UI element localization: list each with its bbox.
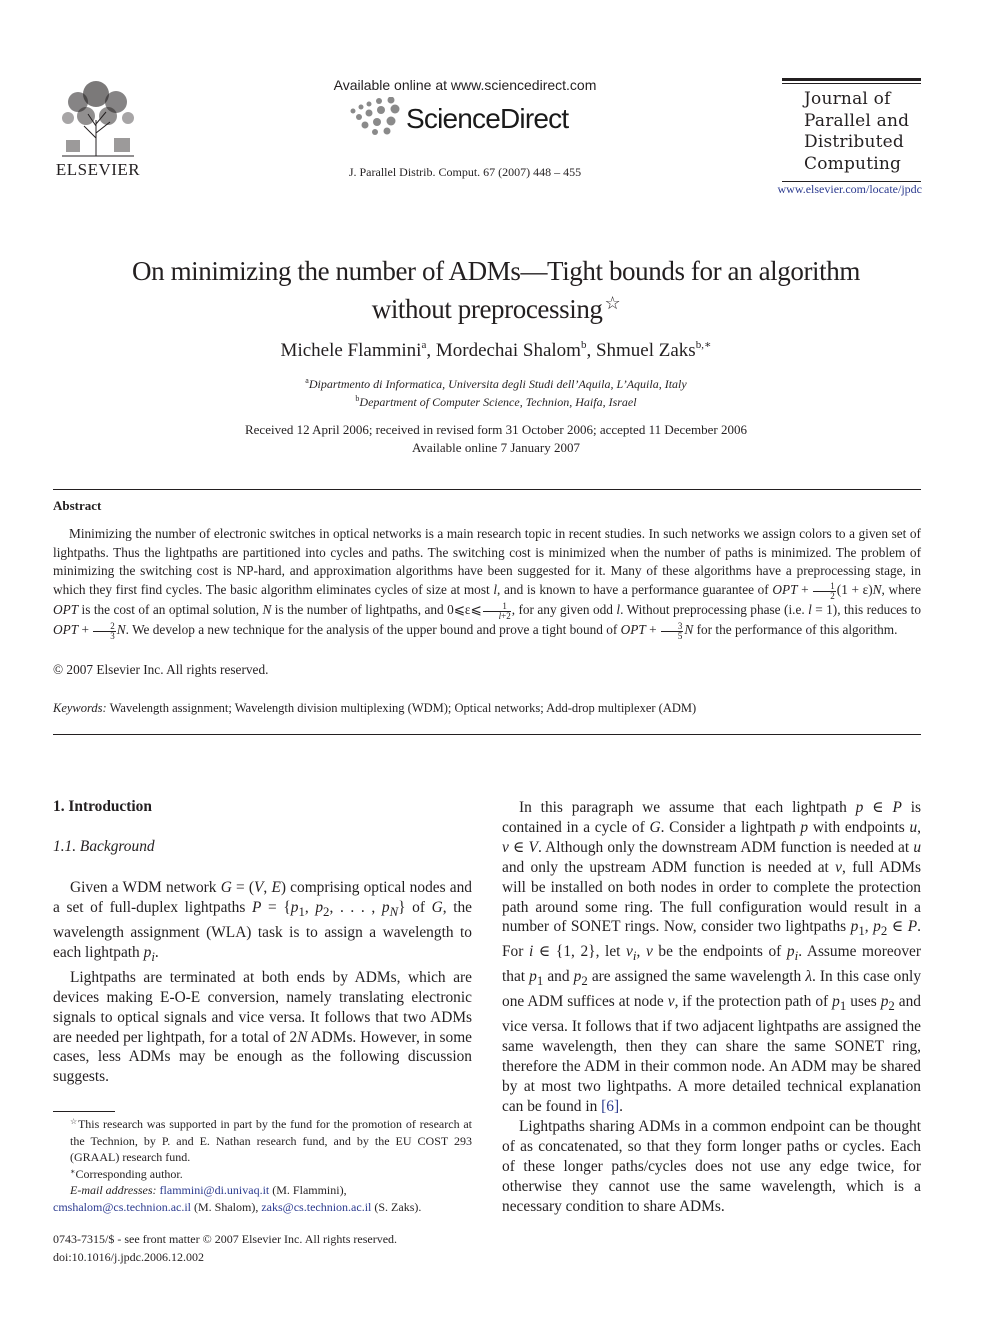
email-link[interactable]: zaks@cs.technion.ac.il bbox=[261, 1199, 372, 1214]
abstract-paragraph: Minimizing the number of electronic switches in optical networks is a main research topic in recent studies. In such networks we assign colors to a given set of lightpaths. Thus the lightpaths are partitioned into cycles and paths. The switching cost is minimized when the number of paths is minimized. The problem of minimizing the switching cost is NP-hard, and approximation algorithms have been suggested for it. Many of these algorithms have a preprocessing stage, in which they first find cycles. The basic algorithm eliminates cycles of size at most l, and is known to have a performance guarantee of OPT + $\frac{1}{2}$ (1 + ε)N, where OPT is the cost of an optimal solution, N is the number of lightpaths, and 0⩽ε⩽ $\frac{1}{l+2}$ , for any given odd l. Without preprocessing phase (i.e. l = 1), this reduces to OPT + $\frac{2}{3}$ N. We develop a new technique for the analysis of the upper bound and prove a tight bound of OPT + $\frac{3}{5}$ N for the performance of this algorithm. bbox=[53, 526, 921, 641]
keywords bbox=[53, 701, 921, 716]
left-column bbox=[53, 878, 472, 1087]
subsection-heading: 1.1. Background bbox=[53, 838, 155, 855]
doi-line: doi:10.1016/j.jpdc.2006.12.002 bbox=[53, 1249, 204, 1264]
email-label: E-mail addresses: bbox=[70, 1183, 157, 1198]
author-name: Michele Flammini bbox=[280, 340, 422, 361]
article-title bbox=[60, 255, 932, 325]
journal-title-box bbox=[782, 78, 921, 182]
funding-footnote: ☆This research was supported in part by the fund for the promotion of research at the Technion, by P. and E. Nathan research fund, and by the EU COST 293 (GRAAL) research fund. bbox=[70, 1117, 472, 1165]
affiliation-text: Department of Computer Science, Technion, Haifa, Israel bbox=[359, 394, 637, 409]
body-paragraph: Lightpaths sharing ADMs in a common endpoint can be thought of as concatenated, so that they form longer paths or cycles. Each of these longer paths/cycles does not use any edge twice, for otherwise they cannot use the same wavelength, which is a necessary condition to share ADMs. bbox=[502, 1117, 921, 1215]
journal-name-line: Journal of bbox=[804, 89, 891, 109]
footnote-star-mark: ☆ bbox=[70, 1117, 78, 1126]
journal-name-line: Computing bbox=[804, 153, 902, 174]
available-online-text: Available online at www.sciencedirect.com bbox=[333, 77, 597, 93]
elsevier-wordmark: ELSEVIER bbox=[55, 160, 141, 179]
title-line-2: without preprocessing bbox=[371, 294, 603, 324]
title-footnote-star[interactable]: ☆ bbox=[604, 293, 621, 313]
abstract-copyright: © 2007 Elsevier Inc. All rights reserved. bbox=[53, 662, 269, 677]
body-paragraph: Lightpaths are terminated at both ends by ADMs, which are devices making E-O-E conversion, namely translating electronic signals to optical signals and vice versa. It follows that two ADMs are needed per lightpath, for a total of 2N ADMs. However, in some cases, less ADMs may be enough as the following discussion suggests. bbox=[53, 968, 472, 1086]
email-link[interactable]: flammini@di.univaq.it bbox=[159, 1183, 270, 1198]
elsevier-logo bbox=[52, 78, 144, 182]
author-name: Mordechai Shalom bbox=[435, 340, 581, 361]
author-affil-mark[interactable]: b,∗ bbox=[695, 339, 712, 351]
right-column bbox=[502, 798, 921, 1216]
article-dates bbox=[60, 421, 932, 456]
journal-name-line: Distributed bbox=[804, 132, 904, 152]
abstract-bottom-rule bbox=[53, 734, 921, 735]
footnote-asterisk: ∗ bbox=[70, 1166, 76, 1176]
author-name: Shmuel Zaks bbox=[595, 340, 696, 361]
received-dates: Received 12 April 2006; received in revised form 31 October 2006; accepted 11 December 2006 bbox=[244, 422, 747, 437]
front-matter bbox=[53, 1231, 472, 1266]
journal-box-rule bbox=[782, 78, 921, 81]
sciencedirect-logo bbox=[345, 97, 595, 139]
corresponding-footnote: ∗Corresponding author. bbox=[70, 1166, 183, 1181]
journal-name-line: Parallel and bbox=[804, 110, 910, 131]
journal-url-link[interactable]: www.elsevier.com/locate/jpdc bbox=[777, 182, 922, 196]
available-online-date: Available online 7 January 2007 bbox=[412, 439, 580, 455]
affil-mark: b bbox=[355, 393, 360, 403]
footnotes bbox=[53, 1116, 472, 1216]
body-paragraph: Given a WDM network G = (V, E) comprising optical nodes and a set of full-duplex lightpaths $P = \{p_1$, $p_2$, . . . , $p_N$} of G, the wavelength assignment (WLA) task is to assign a wavelength to each lightpath $p_i$. bbox=[53, 879, 472, 964]
keywords-label: Keywords: bbox=[53, 701, 107, 715]
affiliations bbox=[60, 376, 932, 411]
sciencedirect-name: ScienceDirect bbox=[406, 103, 569, 134]
title-line-1: On minimizing the number of ADMs—Tight bounds for an algorithm bbox=[132, 256, 860, 286]
journal-citation: J. Parallel Distrib. Comput. 67 (2007) 448 – 455 bbox=[348, 165, 582, 179]
elsevier-tree-icon bbox=[56, 78, 140, 158]
author-affil-mark[interactable]: b bbox=[580, 339, 587, 351]
email-footnote: E-mail addresses: flammini@di.univaq.it (M. Flammini), bbox=[70, 1183, 347, 1198]
keywords-text: Wavelength assignment; Wavelength division multiplexing (WDM); Optical networks; Add-drop multiplexer (ADM) bbox=[109, 701, 697, 715]
section-heading: 1. Introduction bbox=[53, 798, 152, 815]
footnote-rule bbox=[53, 1111, 115, 1112]
issn-line: 0743-7315/$ - see front matter © 2007 Elsevier Inc. All rights reserved. bbox=[53, 1232, 398, 1246]
author-list: Michele Flammini$^a$, Mordechai Shalom$^b$, Shmuel Zaks$^{b,∗}$ bbox=[280, 339, 712, 361]
abstract-heading: Abstract bbox=[53, 498, 102, 513]
abstract-top-rule bbox=[53, 489, 921, 490]
abstract-body bbox=[53, 525, 921, 641]
affil-mark: a bbox=[305, 376, 309, 385]
sciencedirect-dots-icon bbox=[345, 97, 405, 137]
affiliation-text: Dipartmento di Informatica, Universita degli Studi dell’Aquila, L’Aquila, Italy bbox=[308, 377, 687, 391]
journal-name bbox=[782, 84, 921, 179]
body-paragraph: In this paragraph we assume that each lightpath p ∈ P is contained in a cycle of G. Consider a lightpath p with endpoints u, v ∈ V. Although only the downstream ADM function is needed at u and only the upstream ADM function is needed at v, full ADMs will be installed on both nodes in order to complete the protection path around some ring. The full configuration would result in a number of SONET rings. Now, consider two lightpaths $p_1$, $p_2$ ∈ P. For i ∈ {1, 2}, let $v_i$, v be the endpoints of $p_i$. Assume moreover that $p_1$ and $p_2$ are assigned the same wavelength λ. In this case only one ADM suffices at node v, if the protection path of $p_1$ uses $p_2$ and vice versa. It follows that if two adjacent lightpaths are assigned the same wavelength, then they can share the same SONET ring, therefore the ADM in their common node. An ADM may be shared by at most two lightpaths. A more detailed technical explanation can be found in [6]. bbox=[502, 799, 922, 1115]
reference-link[interactable]: [6] bbox=[601, 1098, 620, 1115]
author-affil-mark[interactable]: a bbox=[421, 339, 427, 351]
email-link[interactable]: cmshalom@cs.technion.ac.il bbox=[53, 1199, 192, 1214]
email-footnote-cont: cmshalom@cs.technion.ac.il (M. Shalom), zaks@cs.technion.ac.il (S. Zaks). bbox=[53, 1199, 422, 1214]
